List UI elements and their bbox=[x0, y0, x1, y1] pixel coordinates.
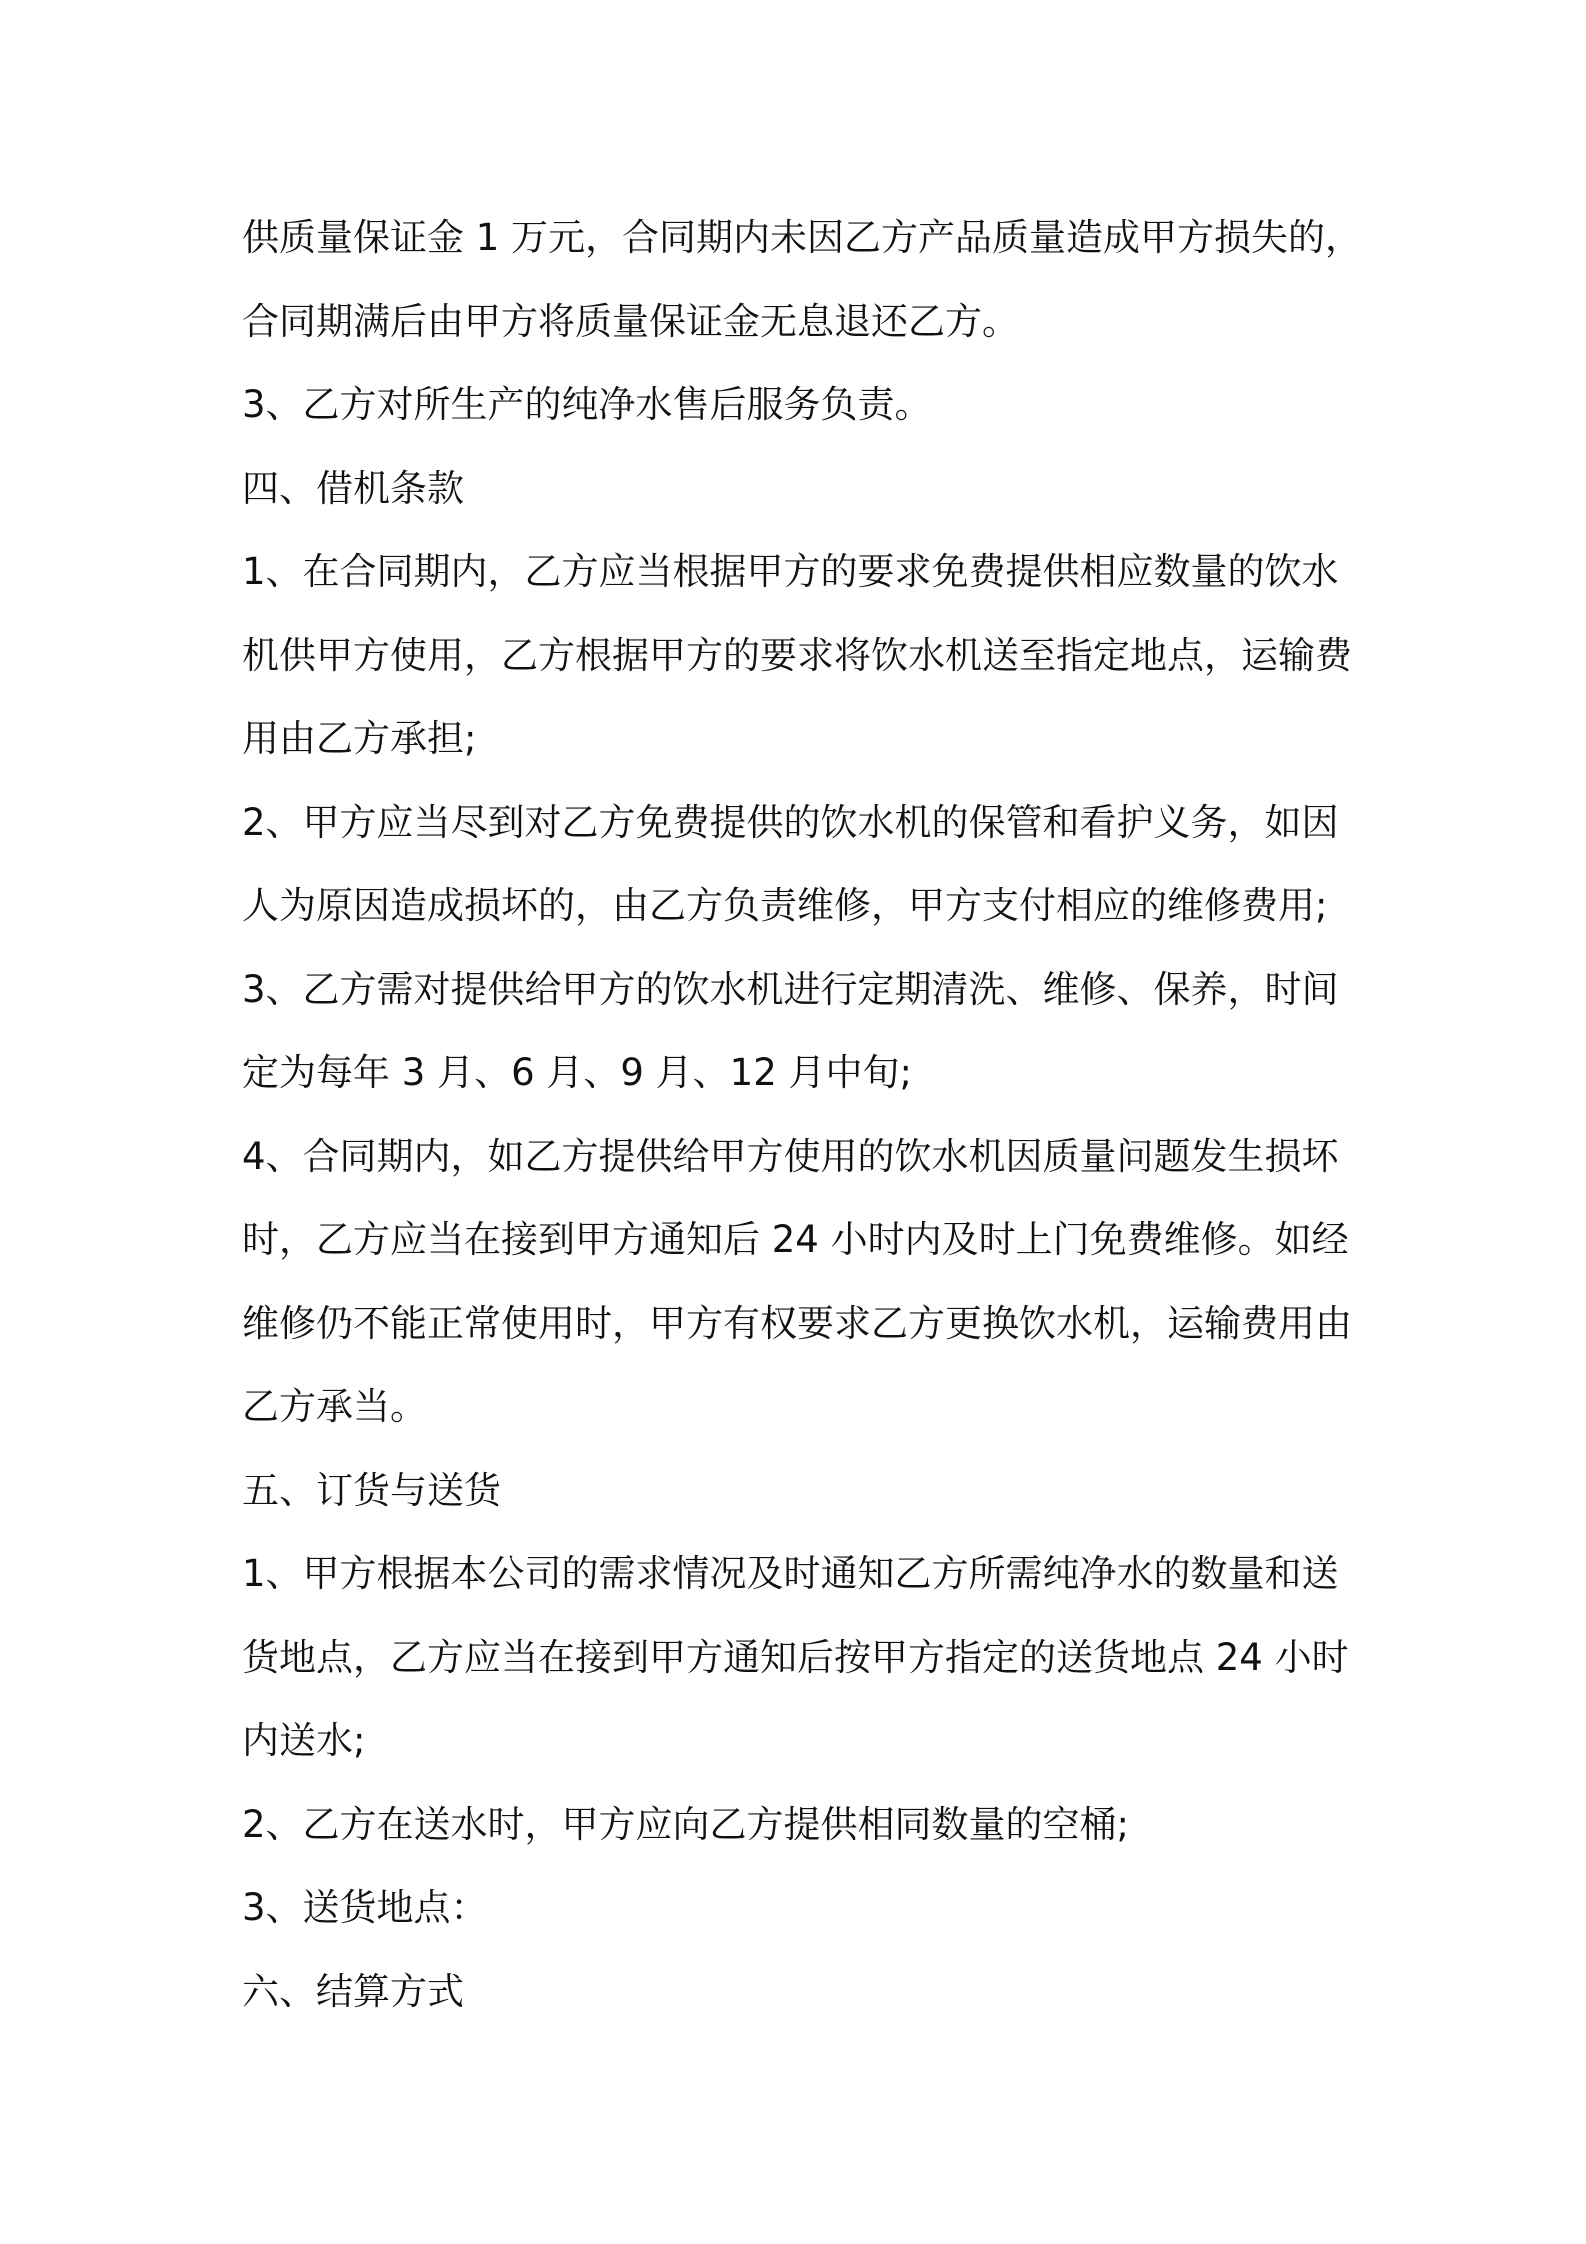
text-line: 乙方承当。 bbox=[242, 1385, 427, 1428]
text-line: 用由乙方承担; bbox=[242, 717, 477, 760]
text-line: 合同期满后由甲方将质量保证金无息退还乙方。 bbox=[242, 299, 1019, 343]
text-line: 1、甲方根据本公司的需求情况及时通知乙方所需纯净水的数量和送 bbox=[242, 1552, 1339, 1595]
text-line: 维修仍不能正常使用时，甲方有权要求乙方更换饮水机，运输费用由 bbox=[242, 1301, 1352, 1345]
text-line: 时，乙方应当在接到甲方通知后 24 小时内及时上门免费维修。如经 bbox=[242, 1218, 1349, 1261]
text-line: 3、乙方需对提供给甲方的饮水机进行定期清洗、维修、保养，时间 bbox=[242, 967, 1339, 1011]
text-line: 内送水; bbox=[242, 1719, 366, 1762]
section-heading: 五、订货与送货 bbox=[242, 1468, 501, 1512]
section-heading: 四、借机条款 bbox=[242, 466, 464, 510]
text-line: 2、乙方在送水时，甲方应向乙方提供相同数量的空桶; bbox=[242, 1802, 1130, 1846]
text-line: 供质量保证金 1 万元，合同期内未因乙方产品质量造成甲方损失的， bbox=[242, 216, 1363, 259]
text-line: 货地点，乙方应当在接到甲方通知后按甲方指定的送货地点 24 小时 bbox=[242, 1635, 1349, 1679]
text-line: 3、乙方对所生产的纯净水售后服务负责。 bbox=[242, 383, 932, 426]
text-line: 2、甲方应当尽到对乙方免费提供的饮水机的保管和看护义务，如因 bbox=[242, 800, 1339, 844]
text-line: 4、合同期内，如乙方提供给甲方使用的饮水机因质量问题发生损坏 bbox=[242, 1134, 1339, 1178]
section-heading: 六、结算方式 bbox=[242, 1969, 464, 2013]
text-line: 定为每年 3 月、6 月、9 月、12 月中旬; bbox=[242, 1051, 912, 1094]
text-line: 机供甲方使用，乙方根据甲方的要求将饮水机送至指定地点，运输费 bbox=[242, 633, 1352, 677]
text-line: 3、送货地点： bbox=[242, 1886, 488, 1929]
contract-text bbox=[242, 196, 1363, 2033]
text-line: 人为原因造成损坏的，由乙方负责维修，甲方支付相应的维修费用; bbox=[242, 884, 1328, 927]
text-line: 1、在合同期内，乙方应当根据甲方的要求免费提供相应数量的饮水 bbox=[242, 550, 1339, 593]
